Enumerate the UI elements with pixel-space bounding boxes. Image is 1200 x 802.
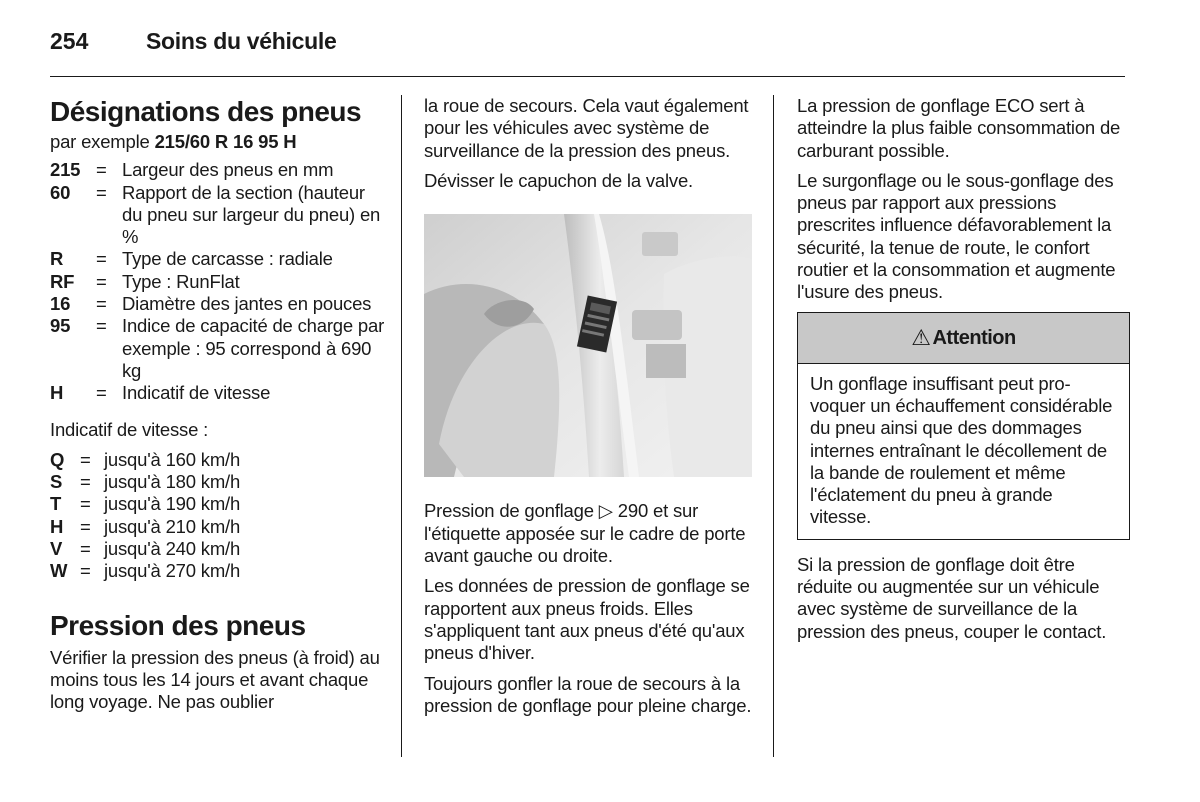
designation-value: Type de carcasse : radiale <box>122 248 333 270</box>
door-frame-label-photo <box>424 214 752 477</box>
speed-key: S <box>50 471 63 493</box>
speed-key: H <box>50 515 64 537</box>
designation-value: Indice de capacité de charge par exemple : 95 correspond à 690 kg <box>122 315 385 381</box>
equals-sign: = <box>80 471 91 493</box>
designation-key: RF <box>50 270 75 292</box>
designation-row <box>50 382 385 404</box>
equals-sign: = <box>96 315 107 337</box>
speed-value: jusqu'à 180 km/h <box>104 471 241 493</box>
example-code: 215/60 R 16 95 H <box>154 131 297 152</box>
tire-example <box>50 131 385 153</box>
designation-list <box>50 159 385 404</box>
page-number: 254 <box>50 28 89 54</box>
warning-body: Un gonflage insuffisant peut provoquer un échauffement considérable du pneu ainsi que des dommages internes entraînant le décollement de la bande de roulement et même l'éclatement du pneu à grande vitesse. <box>810 372 1113 528</box>
column-divider <box>401 95 402 757</box>
designation-value: Rapport de la section (hauteur du pneu sur largeur du pneu) en % <box>122 181 381 248</box>
designation-row <box>50 293 385 315</box>
paragraph <box>424 500 759 567</box>
paragraph: Vérifier la pression des pneus (à froid) au moins tous les 14 jours et avant chaque long voyage. Ne pas oublier <box>50 646 380 713</box>
paragraph: Le surgonflage ou le sous-gonflage des pneus par rapport aux pressions prescrites influence défavorablement la sécurité, la tenue de route, le confort routier et la consommation et augmente l'usure des pneus. <box>797 169 1116 303</box>
chapter-title: Soins du véhicule <box>146 28 337 54</box>
speed-index-intro: Indicatif de vitesse : <box>50 418 209 440</box>
speed-key: W <box>50 560 68 582</box>
designation-key: R <box>50 248 64 270</box>
equals-sign: = <box>96 270 107 292</box>
equals-sign: = <box>80 560 91 582</box>
speed-key: Q <box>50 448 65 470</box>
designation-key: H <box>50 382 64 404</box>
warning-title: Attention <box>932 326 1016 349</box>
designation-value: Diamètre des jantes en pouces <box>122 293 372 315</box>
warning-box <box>797 312 1130 540</box>
equals-sign: = <box>80 538 91 560</box>
designation-value: Indicatif de vitesse <box>122 382 271 404</box>
equals-sign: = <box>80 515 91 537</box>
speed-row <box>50 516 385 538</box>
equals-sign: = <box>96 181 107 203</box>
paragraph: Toujours gonfler la roue de secours à la pression de gonflage pour pleine charge. <box>424 672 752 716</box>
speed-value: jusqu'à 240 km/h <box>104 538 241 560</box>
speed-row <box>50 560 385 582</box>
designation-key: 215 <box>50 159 81 181</box>
designation-value: Largeur des pneus en mm <box>122 159 334 181</box>
page-reference: 290 <box>617 500 649 522</box>
warning-header <box>798 313 1129 364</box>
equals-sign: = <box>80 493 91 515</box>
example-prefix: par exemple <box>50 131 150 152</box>
equals-sign: = <box>96 382 107 404</box>
column-divider <box>773 95 774 757</box>
section-title-tire-designations: Désignations des pneus <box>50 96 362 127</box>
page-header <box>50 22 1125 77</box>
equals-sign: = <box>96 159 107 181</box>
paragraph: Les données de pression de gonflage se rapportent aux pneus froids. Elles s'appliquent tant aux pneus d'été qu'aux pneus d'hiver. <box>424 575 750 664</box>
designation-row <box>50 315 385 382</box>
speed-row <box>50 471 385 493</box>
designation-row <box>50 271 385 293</box>
equals-sign: = <box>96 293 107 315</box>
page-reference-icon: ▷ <box>598 500 613 522</box>
designation-row <box>50 182 385 249</box>
equals-sign: = <box>96 248 107 270</box>
designation-row <box>50 159 385 181</box>
speed-value: jusqu'à 190 km/h <box>104 493 241 515</box>
designation-key: 60 <box>50 181 71 203</box>
paragraph: la roue de secours. Cela vaut également pour les véhicules avec système de surveillance de la pression des pneus. <box>424 95 749 161</box>
pressure-text-cont: et sur l'étiquette apposée sur le cadre de porte avant gauche ou droite. <box>424 500 746 567</box>
column-1 <box>50 95 385 722</box>
paragraph: Si la pression de gonflage doit être réduite ou augmentée sur un véhicule avec système de surveillance de la pression des pneus, couper le contact. <box>797 553 1107 642</box>
designation-value: Type : RunFlat <box>122 270 240 292</box>
speed-value: jusqu'à 160 km/h <box>104 448 241 470</box>
equals-sign: = <box>80 448 91 470</box>
paragraph: La pression de gonflage ECO sert à atteindre la plus faible consommation de carburant possible. <box>797 95 1121 161</box>
designation-key: 16 <box>50 293 71 315</box>
speed-value: jusqu'à 270 km/h <box>104 560 241 582</box>
designation-key: 95 <box>50 315 71 337</box>
speed-key: V <box>50 538 63 560</box>
speed-key: T <box>50 493 62 515</box>
section-title-tire-pressure: Pression des pneus <box>50 609 306 641</box>
speed-row <box>50 538 385 560</box>
speed-index-list <box>50 449 385 583</box>
paragraph: Dévisser le capuchon de la valve. <box>424 169 693 191</box>
speed-value: jusqu'à 210 km/h <box>104 515 241 537</box>
column-3 <box>797 95 1130 651</box>
speed-row <box>50 449 385 471</box>
designation-row <box>50 248 385 270</box>
column-2 <box>424 95 759 725</box>
pressure-text: Pression de gonflage <box>424 500 594 522</box>
warning-triangle-icon: ⚠ <box>911 324 931 350</box>
speed-row <box>50 493 385 515</box>
